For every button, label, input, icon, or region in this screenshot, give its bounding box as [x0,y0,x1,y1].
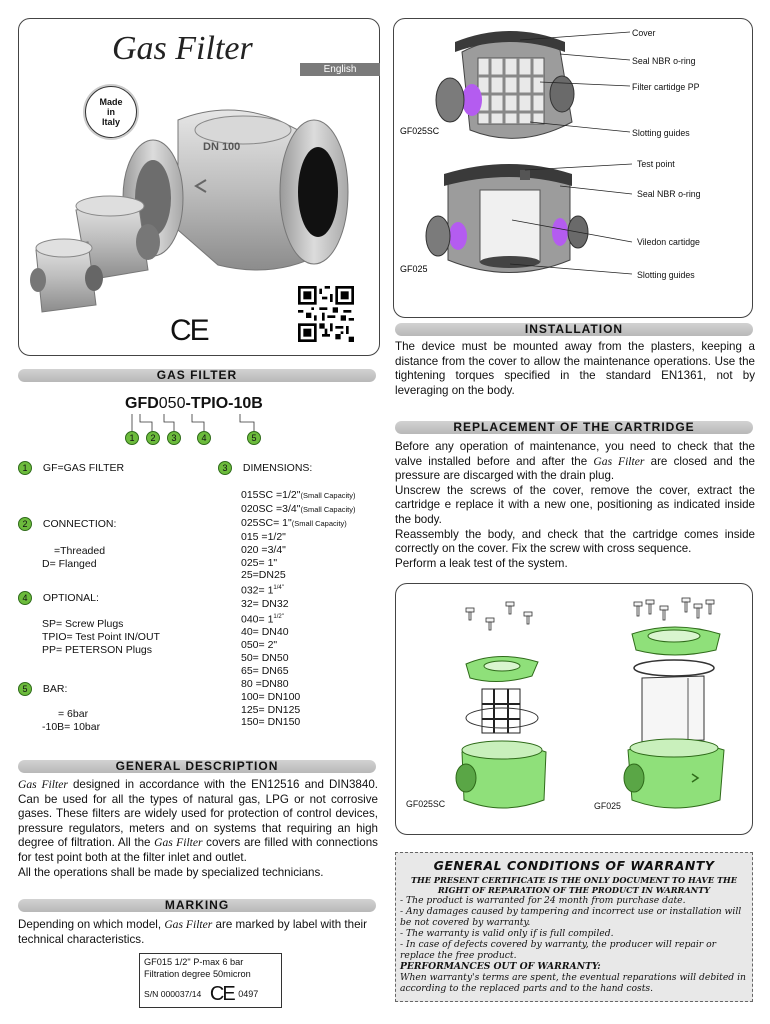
label-test-point: Test point [637,159,675,169]
dimension-main: 32= DN32 [241,597,289,610]
gas-filter-heading: GAS FILTER [18,369,376,382]
marking-label [139,953,282,1008]
item-1-marker: 1 [18,461,32,475]
item-4-sub-1: SP= Screw Plugs [42,618,124,630]
item-2-marker: 2 [18,517,32,531]
warranty-sub: THE PRESENT CERTIFICATE IS THE ONLY DOCUMENT TO HAVE THE RIGHT OF REPARATION OF THE PRODUCT IN WARRANTY [410,875,738,895]
warranty-item-4: - In case of defects covered by warranty, the producer will repair or replace the free product. [400,939,717,961]
marking-heading: MARKING [18,899,376,912]
label-ce: CE [209,983,234,1005]
item-3 [218,461,312,475]
item-4-sub-2: TPIO= Test Point IN/OUT [42,631,160,643]
qr-code[interactable] [298,286,354,342]
general-description-heading: GENERAL DESCRIPTION [18,760,376,773]
dimension-row [241,716,356,729]
label-slotting-bottom: Slotting guides [637,270,695,280]
dimension-row [241,598,356,611]
dimension-main: 40= DN40 [241,626,289,639]
dimension-main: 040= 1 [241,613,274,626]
dimension-main: 65= DN65 [241,664,289,677]
dimension-main: 80 =DN80 [241,677,289,690]
badge-line-3: Italy [101,117,120,127]
exploded-view [398,594,750,826]
diagram-gf025sc [400,22,750,167]
dimension-fraction: 1/4" [273,585,284,592]
dimension-row [241,639,356,652]
dimension-main: 125= DN125 [241,703,301,716]
item-2 [18,517,116,571]
dimensions-list [241,489,356,729]
dimensions-label: DIMENSIONS: [242,462,313,474]
item-2-sub-1: =Threaded [54,545,106,557]
item-4 [18,591,160,657]
dimension-main: 100= DN100 [241,690,301,703]
warranty-item-1: - The product is warranted for 24 month from purchase date. [400,895,686,906]
item-5-marker: 5 [18,682,32,696]
dimension-main: 020SC =3/4" [241,502,301,515]
badge-line-2: in [107,107,115,117]
dimension-row [241,691,356,704]
marker-5: 5 [247,431,261,445]
dimension-row [241,569,356,582]
item-2-text: CONNECTION: [42,518,117,530]
language-band [300,63,380,76]
body-stamp: DN 100 [203,141,241,153]
dimension-row [241,582,356,597]
warranty-item-3: - The warranty is valid only if is full compiled. [400,928,614,939]
warranty-box [395,852,753,1002]
dimension-row [241,489,356,503]
label-line-2: Filtration degree 50micron [144,969,251,979]
marker-1: 1 [125,431,139,445]
ce-mark: CE [170,314,208,347]
dimension-note: (Small Capacity) [291,518,347,528]
rep-para-3: Reassembly the body, and check that the cartridge comes inside correctly on the cover. Fix the screw with cross sequence. [395,527,755,556]
label-filter-cartridge: Filter cartidge PP [632,82,700,92]
diagram-top-model: GF025SC [400,126,440,136]
label-cover: Cover [632,28,656,38]
label-slotting-top: Slotting guides [632,128,690,138]
label-seal-bottom: Seal NBR o-ring [637,189,701,199]
page-title: Gas Filter [112,30,253,67]
language-label: English [323,64,357,75]
dimension-main: 25=DN25 [241,569,286,582]
item-4-text: OPTIONAL: [42,592,99,604]
warranty-out-heading: PERFORMANCES OUT OF WARRANTY: [400,961,601,972]
code-part-suffix: -TPIO-10B [185,395,263,412]
dimension-main: 050= 2" [241,638,278,651]
dimension-note: (Small Capacity) [300,504,356,514]
code-part-prefix: GFD [125,395,159,412]
dimension-main: 032= 1 [241,584,274,597]
label-line-1: GF015 1/2" P-max 6 bar [144,957,244,967]
dimension-row [241,544,356,557]
dimension-row [241,517,356,531]
code-leader-lines [120,412,270,434]
product-code [125,395,263,413]
item-1 [18,461,124,475]
marking-text [18,918,378,947]
dimension-row [241,678,356,691]
dimension-row [241,503,356,517]
diagram-gf025 [400,160,750,295]
label-seal-top: Seal NBR o-ring [632,56,696,66]
item-4-marker: 4 [18,591,32,605]
dimension-row [241,557,356,570]
rep-para-2: Unscrew the screws of the cover, remove the cover, extract the cartridge e replace it with a new one, positioning as indicated inside the body. [395,483,755,526]
dimension-main: 020 =3/4" [241,543,286,556]
rep-text-2: are closed and the pressure are discarged with the drain plug. [395,454,755,483]
item-3-marker: 3 [218,461,232,475]
item-4-sub-3: PP= PETERSON Plugs [42,644,152,656]
item-5-sub-1: = 6bar [58,708,89,720]
dimension-row [241,611,356,626]
replacement-heading: REPLACEMENT OF THE CARTRIDGE [395,421,753,434]
replacement-text [395,440,755,571]
dimension-main: 50= DN50 [241,651,289,664]
dimension-note: (Small Capacity) [300,491,356,500]
item-2-sub-2: D= Flanged [42,558,97,570]
dimension-row [241,652,356,665]
item-1-text: GF=GAS FILTER [42,462,125,474]
gd-italic-1: Gas Filter [18,778,68,791]
rep-text-1: Before any operation of maintenance, you need to check that the valve installed before and after the [395,440,755,468]
warranty-heading: GENERAL CONDITIONS OF WARRANTY [433,858,715,873]
gd-text-3: All the operations shall be made by specialized technicians. [18,865,324,879]
warranty-item-2: - Any damages caused by tampering and incorrect use or installation will be not covered by warranty. [400,906,742,928]
gd-text-1: designed in accordance with the EN12516 and DIN3840. Can be used for all the types of natural gas, LPG or not corrosive gases. These filters are widely used for protection of control devices, pressure regulators, meters and on systems that requiring an high degree of filtration. All the [18,778,378,850]
gd-text-2: covers are filled with connections for test point both at the filter inlet and outlet. [18,836,378,864]
label-serial: S/N 000037/14 [144,989,202,999]
marker-3: 3 [167,431,181,445]
marking-text-2: are marked by label with their technical characteristics. [18,918,367,946]
diagram-bottom-model: GF025 [400,264,428,274]
dimension-row [241,531,356,544]
dimension-row [241,704,356,717]
item-5-text: BAR: [42,683,68,695]
rep-para-4: Perform a leak test of the system. [395,556,568,570]
label-bottom [144,983,277,1005]
dimension-main: 025= 1" [241,556,278,569]
rep-italic: Gas Filter [593,454,645,468]
installation-text: The device must be mounted away from the plasters, keeping a distance from the cover to allow the maintenance operations. Use the tightening torques specified in the standard EN1361, not by leveraging on the body. [395,340,755,397]
item-5 [18,682,100,734]
exploded-right-model: GF025 [594,801,621,811]
item-5-sub-2: -10B= 10bar [42,721,101,733]
marking-italic: Gas Filter [164,918,213,931]
marker-2: 2 [146,431,160,445]
gd-italic-2: Gas Filter [154,836,203,850]
dimension-main: 025SC= 1" [241,516,292,529]
marker-4: 4 [197,431,211,445]
dimension-fraction: 1/2" [273,613,284,620]
dimension-main: 015 =1/2" [241,530,286,543]
warranty-out-text: When warranty's terms are spent, the eventual reparations will debited in according to the replaced parts and to the hand costs. [400,972,746,994]
label-notified: 0497 [238,989,259,999]
label-viledon: Viledon cartidge [637,237,700,247]
dimension-main: 015SC =1/2" [241,489,301,501]
code-part-size: 050 [158,395,186,412]
badge-line-1: Made [99,97,123,107]
dimension-main: 150= DN150 [241,716,301,729]
dimension-row [241,665,356,678]
marking-text-1: Depending on which model, [18,918,165,931]
dimension-row [241,626,356,639]
general-description-text [18,778,378,880]
exploded-left-model: GF025SC [406,799,446,809]
installation-heading: INSTALLATION [395,323,753,336]
